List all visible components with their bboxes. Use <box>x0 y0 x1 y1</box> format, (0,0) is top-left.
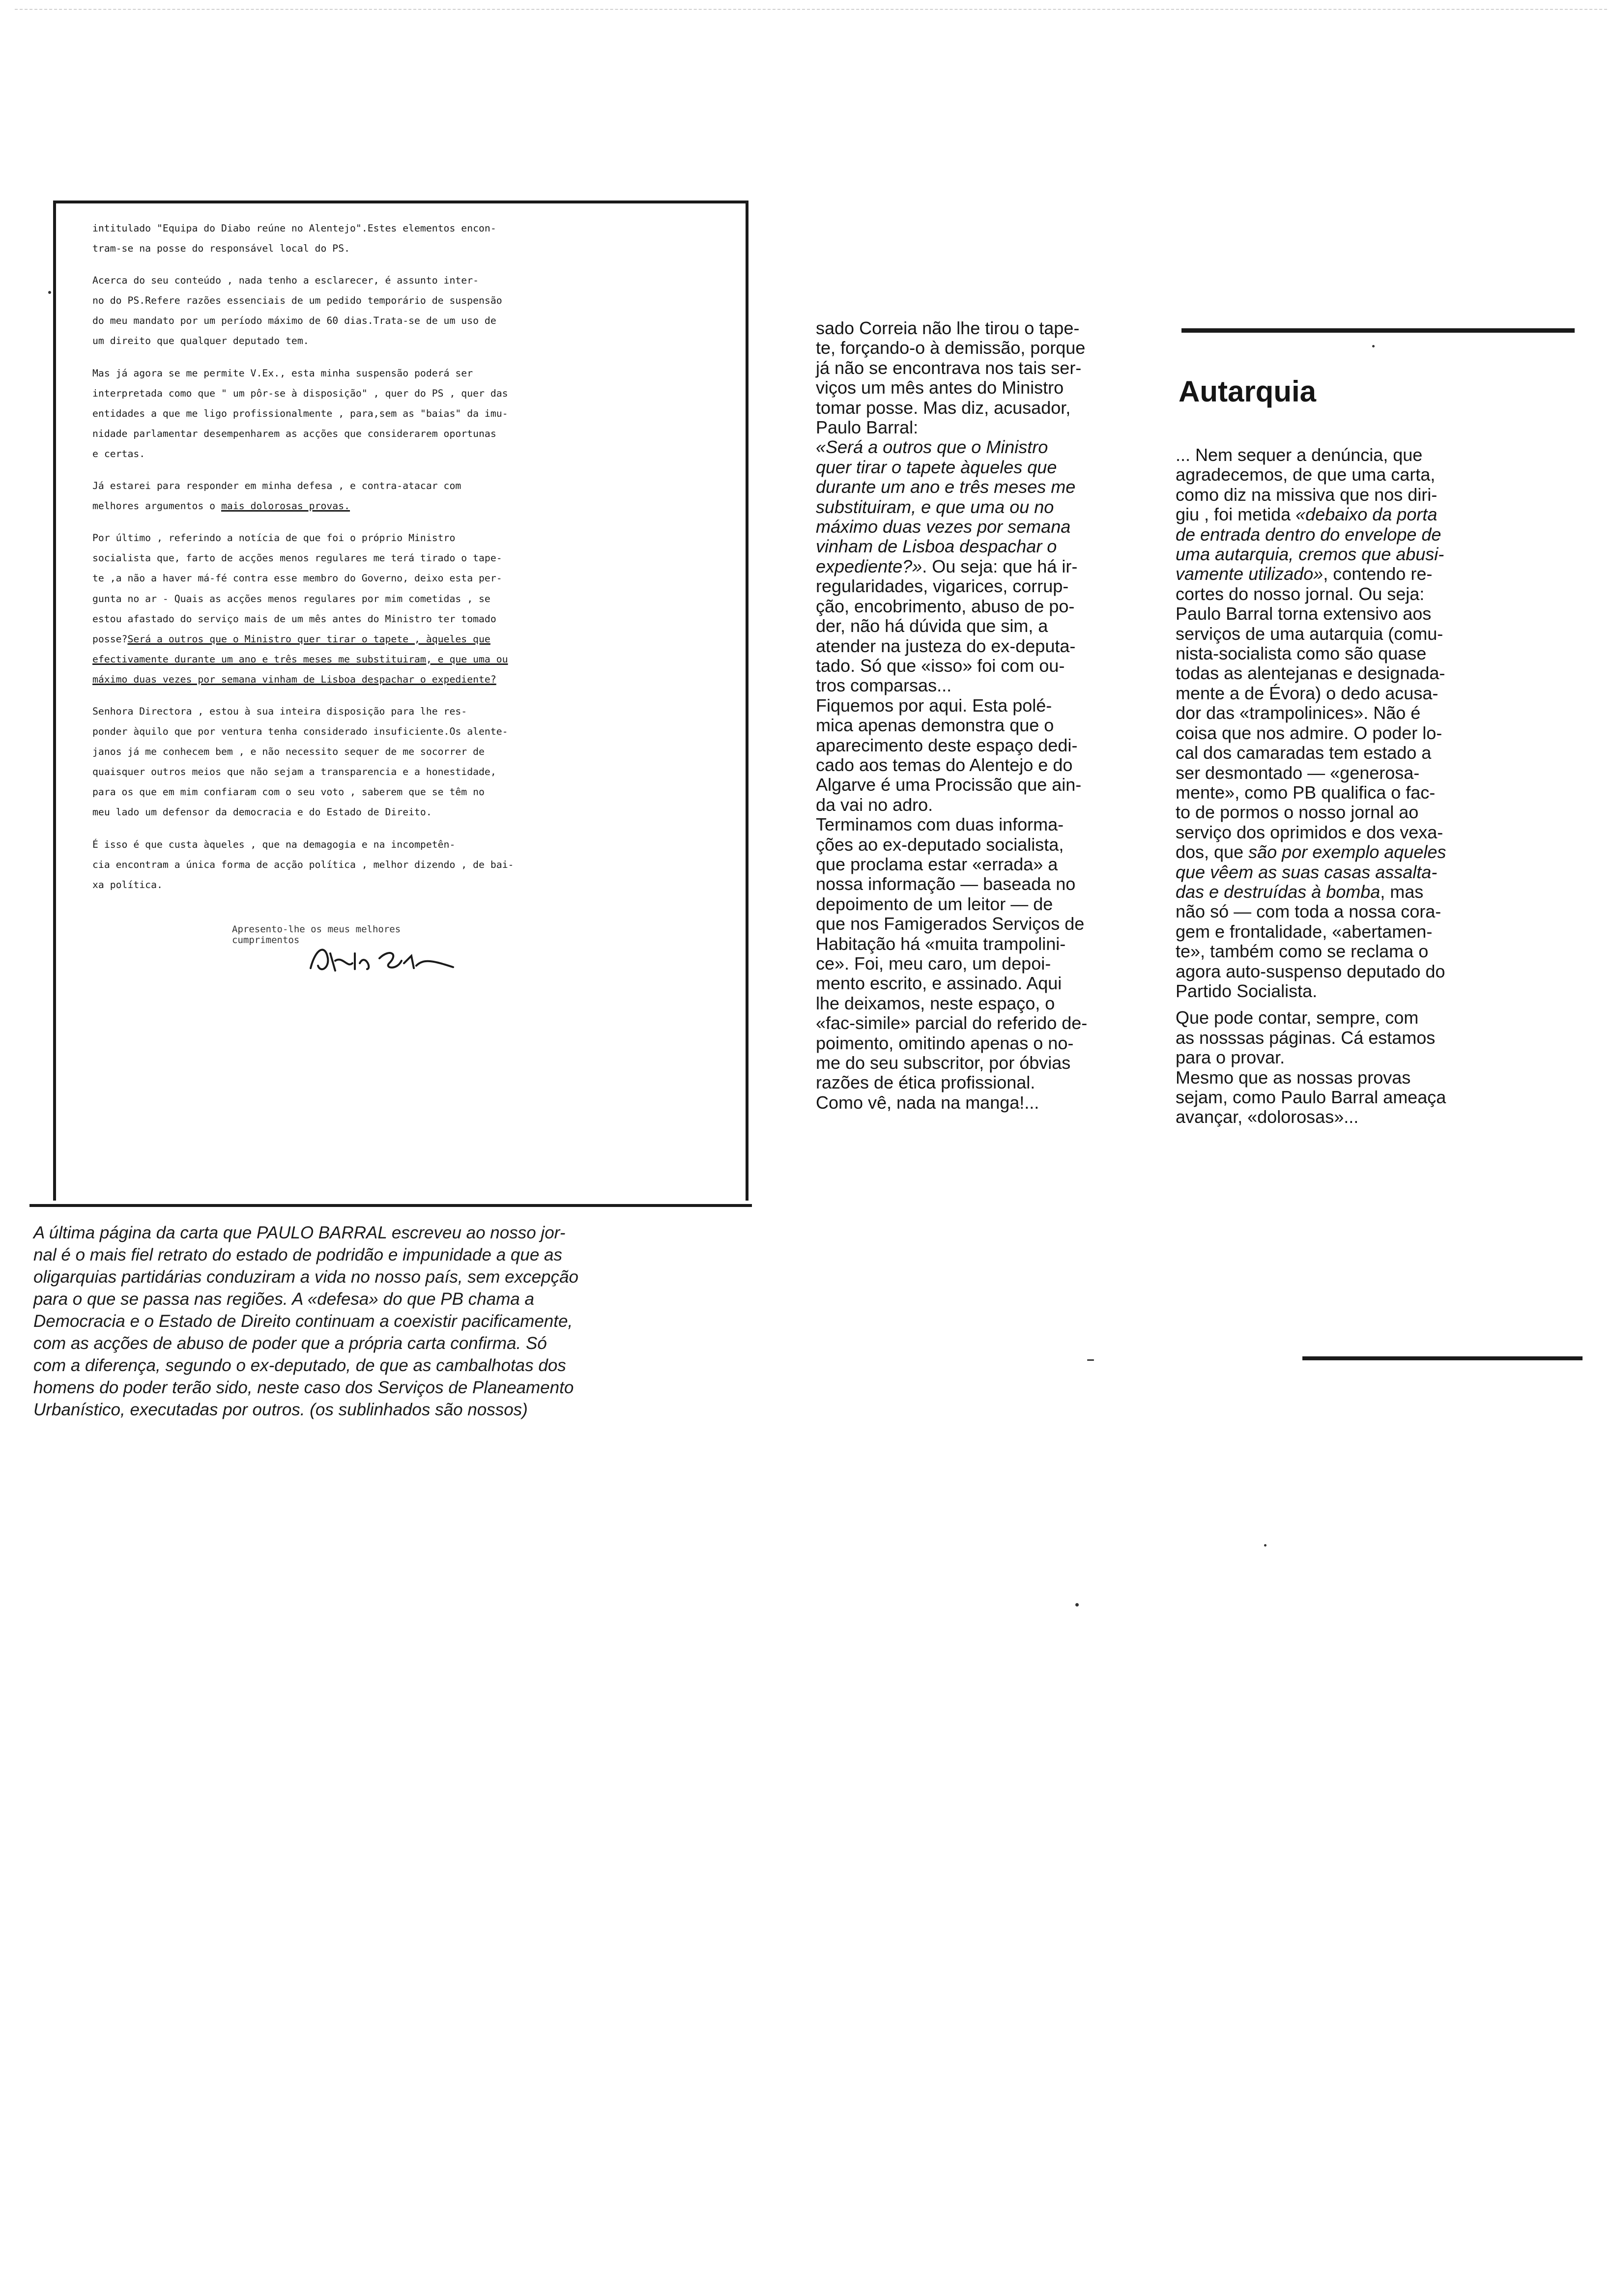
column-text: nossa informação — baseada no <box>816 874 1076 894</box>
column-line <box>816 1093 1189 1113</box>
letter-text: socialista que, farto de acções menos regulares me terá tirado o tape- <box>92 552 502 564</box>
letter-text: Mas já agora se me permite V.Ex., esta minha suspensão poderá ser <box>92 367 473 379</box>
letter-underlined-text: efectivamente durante um ano e três meses me substituiram, e que uma ou <box>92 653 508 665</box>
column-text: , contendo re- <box>1323 564 1433 584</box>
column-text: coisa que nos admire. O poder lo- <box>1176 722 1442 743</box>
letter-signature-block <box>173 924 468 988</box>
column-line <box>1176 545 1576 564</box>
column-line <box>816 815 1189 834</box>
column-line <box>816 318 1189 338</box>
letter-text: cia encontram a única forma de acção política , melhor dizendo , de bai- <box>92 859 514 870</box>
column-line <box>816 1033 1189 1053</box>
column-text: mente», como PB qualifica o fac- <box>1176 782 1436 803</box>
column-line <box>816 338 1189 358</box>
caption-line: A última página da carta que PAULO BARRAL escreveu ao nosso jor- <box>33 1223 566 1242</box>
column-line <box>1176 584 1576 604</box>
column-line <box>1176 564 1576 584</box>
letter-line <box>92 589 714 609</box>
column-paragraph-gap <box>1176 1001 1576 1008</box>
section-heading-rule <box>1181 328 1575 333</box>
column-text: Habitação há «muita trampolini- <box>816 933 1066 954</box>
column-text: depoimento de um leitor — de <box>816 893 1053 914</box>
letter-paragraph-gap <box>92 823 714 834</box>
column-line <box>1176 1107 1576 1127</box>
letter-line <box>92 701 714 721</box>
column-line <box>1176 803 1576 822</box>
column-line <box>816 676 1189 695</box>
column-line <box>816 398 1189 418</box>
column-text: ção, encobrimento, abuso de po- <box>816 596 1075 616</box>
column-line <box>1176 525 1576 545</box>
column-text: poimento, omitindo apenas o no- <box>816 1033 1074 1053</box>
column-line <box>1176 902 1576 921</box>
column-text: lhe deixamos, neste espaço, o <box>816 993 1055 1013</box>
column-line <box>1176 1028 1576 1048</box>
print-speck <box>1264 1544 1267 1547</box>
column-line <box>816 537 1189 556</box>
letter-line <box>92 238 714 258</box>
letter-text: posse? <box>92 633 128 645</box>
column-text: avançar, «dolorosas»... <box>1176 1107 1359 1127</box>
column-line <box>816 576 1189 596</box>
column-line <box>816 358 1189 378</box>
letter-text: interpretada como que " um pôr-se à disposição" , quer do PS , quer das <box>92 387 508 399</box>
letter-line <box>92 424 714 444</box>
letter-line <box>92 834 714 855</box>
column-text: to de pormos o nosso jornal ao <box>1176 802 1419 823</box>
column-text: te», também como se reclama o <box>1176 941 1429 962</box>
column-text: Mesmo que as nossas provas <box>1176 1067 1411 1088</box>
column-line <box>1176 465 1576 485</box>
caption-line: oligarquias partidárias conduziram a vida no nosso país, sem excepção <box>33 1267 578 1287</box>
column-line <box>1176 684 1576 703</box>
letter-line <box>92 218 714 238</box>
column-text: Paulo Barral: <box>816 417 919 438</box>
column-line <box>816 914 1189 934</box>
letter-text: e certas. <box>92 448 145 459</box>
letter-line <box>92 383 714 403</box>
italic-text: quer tirar o tapete àqueles que <box>816 457 1057 477</box>
print-speck <box>48 291 51 294</box>
column-text: sejam, como Paulo Barral ameaça <box>1176 1087 1446 1107</box>
column-text: serviço dos oprimidos e dos vexa- <box>1176 822 1443 842</box>
italic-text: vinham de Lisboa despachar o <box>816 536 1057 557</box>
column-text: sado Correia não lhe tirou o tape- <box>816 318 1080 338</box>
column-line <box>1176 604 1576 624</box>
column-line <box>1176 942 1576 961</box>
letter-line <box>92 855 714 875</box>
column-text: já não se encontrava nos tais ser- <box>816 357 1082 378</box>
column-line <box>1176 823 1576 842</box>
column-text: Terminamos com duas informa- <box>816 814 1064 835</box>
column-text: tros comparsas... <box>816 675 952 696</box>
column-text: cado aos temas do Alentejo e do <box>816 754 1073 775</box>
column-line <box>816 458 1189 477</box>
column-line <box>816 855 1189 874</box>
column-line <box>816 477 1189 497</box>
letter-text: gunta no ar - Quais as acções menos regulares por mim cometidas , se <box>92 593 490 604</box>
caption-line: com as acções de abuso de poder que a própria carta confirma. Só <box>33 1334 547 1353</box>
letter-text: Acerca do seu conteúdo , nada tenho a esclarecer, é assunto inter- <box>92 275 479 287</box>
column-line <box>816 497 1189 517</box>
column-line <box>816 775 1189 795</box>
column-line <box>816 437 1189 457</box>
caption-line: nal é o mais fiel retrato do estado de podridão e impunidade a que as <box>33 1245 562 1264</box>
article-end-rule <box>1302 1356 1583 1360</box>
column-line <box>816 616 1189 636</box>
letter-line <box>92 528 714 548</box>
column-text: razões de ética profissional. <box>816 1072 1036 1093</box>
column-text: todas as alentejanas e designada- <box>1176 663 1445 684</box>
letter-underlined-text: máximo duas vezes por semana vinham de Lisboa despachar o expediente? <box>92 673 496 685</box>
letter-line <box>92 290 714 311</box>
caption-rule <box>29 1204 752 1207</box>
letter-text: melhores argumentos o <box>92 500 222 512</box>
italic-text: «Será a outros que o Ministro <box>816 437 1048 458</box>
column-line <box>1176 743 1576 763</box>
letter-line <box>92 721 714 742</box>
column-text: mento escrito, e assinado. Aqui <box>816 973 1062 994</box>
column-text: ser desmontado — «generosa- <box>1176 762 1420 783</box>
column-line <box>1176 624 1576 644</box>
letter-line <box>92 762 714 782</box>
column-text: Paulo Barral torna extensivo aos <box>1176 603 1432 624</box>
italic-text: das e destruídas à bomba <box>1176 881 1381 902</box>
letter-text: quaisquer outros meios que não sejam a transparencia e a honestidade, <box>92 766 496 778</box>
column-text: regularidades, vigarices, corrup- <box>816 576 1069 597</box>
column-line <box>816 994 1189 1013</box>
column-line <box>816 696 1189 716</box>
column-text: ... Nem sequer a denúncia, que <box>1176 445 1423 465</box>
italic-text: vamente utilizado» <box>1176 564 1324 584</box>
column-line <box>1176 505 1576 524</box>
letter-line <box>92 476 714 496</box>
column-line <box>1176 644 1576 663</box>
caption-line: Democracia e o Estado de Direito continuam a coexistir pacificamente, <box>33 1312 573 1331</box>
column-text: Algarve é uma Procissão que ain- <box>816 775 1082 795</box>
letter-text: entidades a que me ligo profissionalmente , para,sem as "baias" da imu- <box>92 407 508 419</box>
letter-line <box>92 568 714 588</box>
letter-text: janos já me conhecem bem , e não necessito sequer de me socorrer de <box>92 746 485 758</box>
column-line <box>816 597 1189 616</box>
column-line <box>816 934 1189 954</box>
column-line <box>816 418 1189 437</box>
column-line <box>816 954 1189 974</box>
letter-underlined-text: mais dolorosas provas. <box>221 500 350 512</box>
letter-closing: Apresento-lhe os meus melhores cumprimentos <box>232 924 401 946</box>
print-speck <box>1075 1603 1079 1607</box>
column-line <box>816 716 1189 735</box>
column-text: gem e frontalidade, «abertamen- <box>1176 921 1433 942</box>
letter-paragraph-gap <box>92 516 714 528</box>
letter-line <box>92 875 714 895</box>
column-text: mica apenas demonstra que o <box>816 715 1054 736</box>
italic-text: durante um ano e três meses me <box>816 477 1076 497</box>
column-line <box>816 894 1189 914</box>
column-line <box>1176 981 1576 1001</box>
column-line <box>816 1073 1189 1092</box>
column-line <box>1176 663 1576 683</box>
letter-text: Já estarei para responder em minha defesa , e contra-atacar com <box>92 480 461 492</box>
italic-text: que vêem as suas casas assalta- <box>1176 861 1438 882</box>
column-text: da vai no adro. <box>816 794 933 815</box>
column-line <box>1176 922 1576 942</box>
italic-text: substituiram, e que uma ou no <box>816 496 1054 517</box>
column-text: para o provar. <box>1176 1047 1285 1068</box>
letter-text: xa política. <box>92 879 163 890</box>
column-text: . Ou seja: que há ir- <box>922 556 1078 576</box>
column-text: dos, que <box>1176 842 1249 862</box>
page-top-edge <box>15 9 1607 10</box>
column-text: atender na justeza do ex-deputa- <box>816 635 1076 656</box>
column-line <box>1176 862 1576 882</box>
column-text: dor das «trampolinices». Não é <box>1176 703 1421 723</box>
letter-text: no do PS.Refere razões essenciais de um pedido temporário de suspensão <box>92 295 502 307</box>
column-text: cortes do nosso jornal. Ou seja: <box>1176 583 1425 604</box>
column-line <box>1176 1048 1576 1067</box>
column-line <box>1176 485 1576 505</box>
column-text: aparecimento deste espaço dedi- <box>816 735 1078 755</box>
column-line <box>816 1013 1189 1033</box>
letter-paragraph-gap <box>92 351 714 363</box>
letter-text: ponder àquilo que por ventura tenha considerado insuficiente.Os alente- <box>92 726 508 738</box>
letter-text: É isso é que custa àqueles , que na demagogia e na incompetên- <box>92 838 456 850</box>
letter-line <box>92 548 714 568</box>
italic-text: de entrada dentro do envelope de <box>1176 524 1441 545</box>
column-text: der, não há dúvida que sim, a <box>816 616 1048 636</box>
column-text: tado. Só que «isso» foi com ou- <box>816 655 1065 676</box>
letter-paragraph-gap <box>92 689 714 701</box>
letter-line <box>92 782 714 802</box>
column-text: Fiquemos por aqui. Esta polé- <box>816 695 1052 716</box>
column-text: me do seu subscritor, por óbvias <box>816 1053 1071 1073</box>
letter-line <box>92 331 714 351</box>
column-text: nista-socialista como são quase <box>1176 643 1427 664</box>
article-column-a <box>816 318 1189 1113</box>
caption-line: com a diferença, segundo o ex-deputado, de que as cambalhotas dos <box>33 1356 566 1375</box>
letter-text: intitulado "Equipa do Diabo reúne no Alentejo".Estes elementos encon- <box>92 223 496 234</box>
column-line <box>816 656 1189 676</box>
letter-text: te ,a não a haver má-fé contra esse membro do Governo, deixo esta per- <box>92 573 502 584</box>
column-line <box>816 736 1189 755</box>
column-line <box>1176 882 1576 902</box>
letter-text: nidade parlamentar desempenharem as acções que considerarem oportunas <box>92 428 496 439</box>
letter-line <box>92 629 714 649</box>
column-line <box>1176 703 1576 723</box>
column-text: Partido Socialista. <box>1176 980 1318 1001</box>
column-line <box>816 795 1189 815</box>
letter-text: para os que em mim confiaram com o seu voto , saberem que se têm no <box>92 786 485 798</box>
letter-facsimile <box>53 201 748 1201</box>
column-text: como diz na missiva que nos diri- <box>1176 484 1438 505</box>
column-text: viços um mês antes do Ministro <box>816 377 1064 398</box>
column-text: mente a de Évora) o dedo acusa- <box>1176 683 1439 703</box>
letter-text: um direito que qualquer deputado tem. <box>92 335 309 347</box>
column-text: não só — com toda a nossa cora- <box>1176 901 1441 922</box>
column-line <box>1176 723 1576 743</box>
column-text: agradecemos, de que uma carta, <box>1176 464 1436 485</box>
letter-text: Por último , referindo a notícia de que foi o próprio Ministro <box>92 532 456 544</box>
letter-line <box>92 270 714 290</box>
letter-line <box>92 669 714 689</box>
column-line <box>816 1053 1189 1073</box>
column-line <box>816 557 1189 576</box>
letter-line <box>92 363 714 383</box>
column-line <box>816 755 1189 775</box>
italic-text: expediente?» <box>816 556 922 576</box>
handwritten-signature <box>306 939 463 983</box>
print-speck <box>1372 345 1375 347</box>
column-line <box>1176 1088 1576 1107</box>
column-text: ções ao ex-deputado socialista, <box>816 834 1064 855</box>
letter-line <box>92 802 714 822</box>
letter-paragraph-gap <box>92 464 714 476</box>
italic-text: máximo duas vezes por semana <box>816 517 1071 537</box>
column-text: que proclama estar «errada» a <box>816 854 1058 874</box>
letter-text: do meu mandato por um período máximo de 60 dias.Trata-se de um uso de <box>92 315 496 327</box>
letter-caption <box>33 1222 741 1421</box>
column-text: agora auto-suspenso deputado do <box>1176 961 1445 981</box>
column-line <box>816 874 1189 894</box>
column-text: Como vê, nada na manga!... <box>816 1092 1039 1113</box>
letter-text: meu lado um defensor da democracia e do Estado de Direito. <box>92 806 432 818</box>
column-line <box>1176 783 1576 803</box>
column-line <box>816 636 1189 656</box>
italic-text: «debaixo da porta <box>1295 504 1438 525</box>
column-line <box>1176 445 1576 465</box>
column-text: serviços de uma autarquia (comu- <box>1176 623 1443 644</box>
column-line <box>816 517 1189 537</box>
letter-text: Senhora Directora , estou à sua inteira disposição para lhe res- <box>92 705 467 717</box>
column-text: Que pode contar, sempre, com <box>1176 1007 1419 1028</box>
print-speck <box>1087 1359 1094 1361</box>
letter-paragraph-gap <box>92 258 714 270</box>
italic-text: uma autarquia, cremos que abusi- <box>1176 544 1444 565</box>
column-text: tomar posse. Mas diz, acusador, <box>816 397 1071 418</box>
letter-line <box>92 311 714 331</box>
column-line <box>816 835 1189 855</box>
column-text: cal dos camaradas tem estado a <box>1176 743 1432 763</box>
letter-text: estou afastado do serviço mais de um mês antes do Ministro ter tomado <box>92 613 496 625</box>
letter-line <box>92 609 714 629</box>
letter-line <box>92 403 714 424</box>
letter-line <box>92 649 714 669</box>
article-column-b <box>1176 445 1576 1127</box>
section-heading: Autarquia <box>1179 375 1317 408</box>
column-line <box>816 974 1189 993</box>
letter-text: tram-se na posse do responsável local do PS. <box>92 243 350 255</box>
column-line <box>1176 1008 1576 1028</box>
column-text: giu , foi metida <box>1176 504 1296 525</box>
column-line <box>1176 763 1576 783</box>
column-text: «fac-simile» parcial do referido de- <box>816 1013 1088 1033</box>
column-text: as nosssas páginas. Cá estamos <box>1176 1027 1436 1048</box>
caption-line: Urbanístico, executadas por outros. (os sublinhados são nossos) <box>33 1400 528 1419</box>
column-text: te, forçando-o à demissão, porque <box>816 338 1086 358</box>
caption-line: para o que se passa nas regiões. A «defesa» do que PB chama a <box>33 1290 534 1309</box>
letter-line <box>92 742 714 762</box>
column-text: ce». Foi, meu caro, um depoi- <box>816 953 1051 974</box>
column-line <box>1176 1068 1576 1088</box>
caption-line: homens do poder terão sido, neste caso dos Serviços de Planeamento <box>33 1378 574 1397</box>
column-line <box>1176 962 1576 981</box>
letter-underlined-text: Será a outros que o Ministro quer tirar o tapete , àqueles que <box>127 633 490 645</box>
column-line <box>816 378 1189 398</box>
letter-line <box>92 496 714 516</box>
column-line <box>1176 842 1576 862</box>
column-text: , mas <box>1380 881 1424 902</box>
italic-text: são por exemplo aqueles <box>1248 842 1446 862</box>
letter-line <box>92 444 714 464</box>
column-text: que nos Famigerados Serviços de <box>816 914 1085 934</box>
